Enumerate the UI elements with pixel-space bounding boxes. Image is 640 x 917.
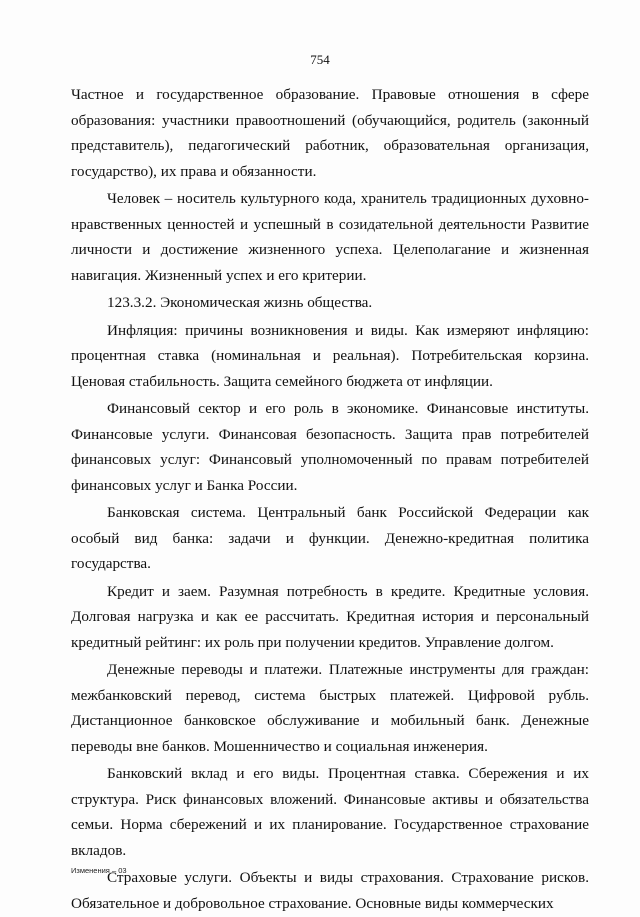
page-content (71, 82, 589, 916)
paragraph-inflation: Инфляция: причины возникновения и виды. Как измеряют инфляцию: процентная ставка (номинальная и реальная). Потребительская корзина. Ценовая стабильность. Защита семейного бюджета от инфляции. (71, 321, 589, 390)
page-number: 754 (310, 52, 330, 67)
paragraph-education-law: Частное и государственное образование. Правовые отношения в сфере образования: участники правоотношений (обучающийся, родитель (законный представитель), педагогический работник, образовательная организация, государство), их права и обязанности. (71, 86, 589, 180)
paragraph-credit: Кредит и заем. Разумная потребность в кредите. Кредитные условия. Долговая нагрузка и как ее рассчитать. Кредитная история и персональный кредитный рейтинг: их роль при получении кредитов. Управление долгом. (71, 582, 589, 651)
paragraph-payments: Денежные переводы и платежи. Платежные инструменты для граждан: межбанковский перевод, система быстрых платежей. Цифровой рубль. Дистанционное банковское обслуживание и мобильный банк. Денежные переводы вне банков. Мошенничество и социальная инженерия. (71, 661, 589, 755)
paragraph-financial-sector: Финансовый сектор и его роль в экономике. Финансовые институты. Финансовые услуги. Финансовая безопасность. Защита прав потребителей финансовых услуг: Финансовый уполномоченный по правам потребителей финансовых услуг и Банка России. (71, 400, 589, 494)
footer-revision-note: Изменения – 03 (71, 866, 127, 875)
paragraph-insurance: Страховые услуги. Объекты и виды страхования. Страхование рисков. Обязательное и добровольное страхование. Основные виды коммерческих (71, 869, 589, 912)
paragraph-cultural-code: Человек – носитель культурного кода, хранитель традиционных духовно-нравственных ценностей и успешный в созидательной деятельности Развитие личности и достижение жизненного успеха. Целеполагание и жизненная навигация. Жизненный успех и его критерии. (71, 190, 589, 284)
paragraph-banking-system: Банковская система. Центральный банк Российской Федерации как особый вид банка: задачи и функции. Денежно-кредитная политика государства. (71, 504, 589, 572)
paragraph-deposits: Банковский вклад и его виды. Процентная ставка. Сбережения и их структура. Риск финансовых вложений. Финансовые активы и обязательства семьи. Норма сбережений и их планирование. Государственное страхование вкладов. (71, 765, 589, 859)
section-heading-economic-life: 123.3.2. Экономическая жизнь общества. (107, 294, 373, 311)
